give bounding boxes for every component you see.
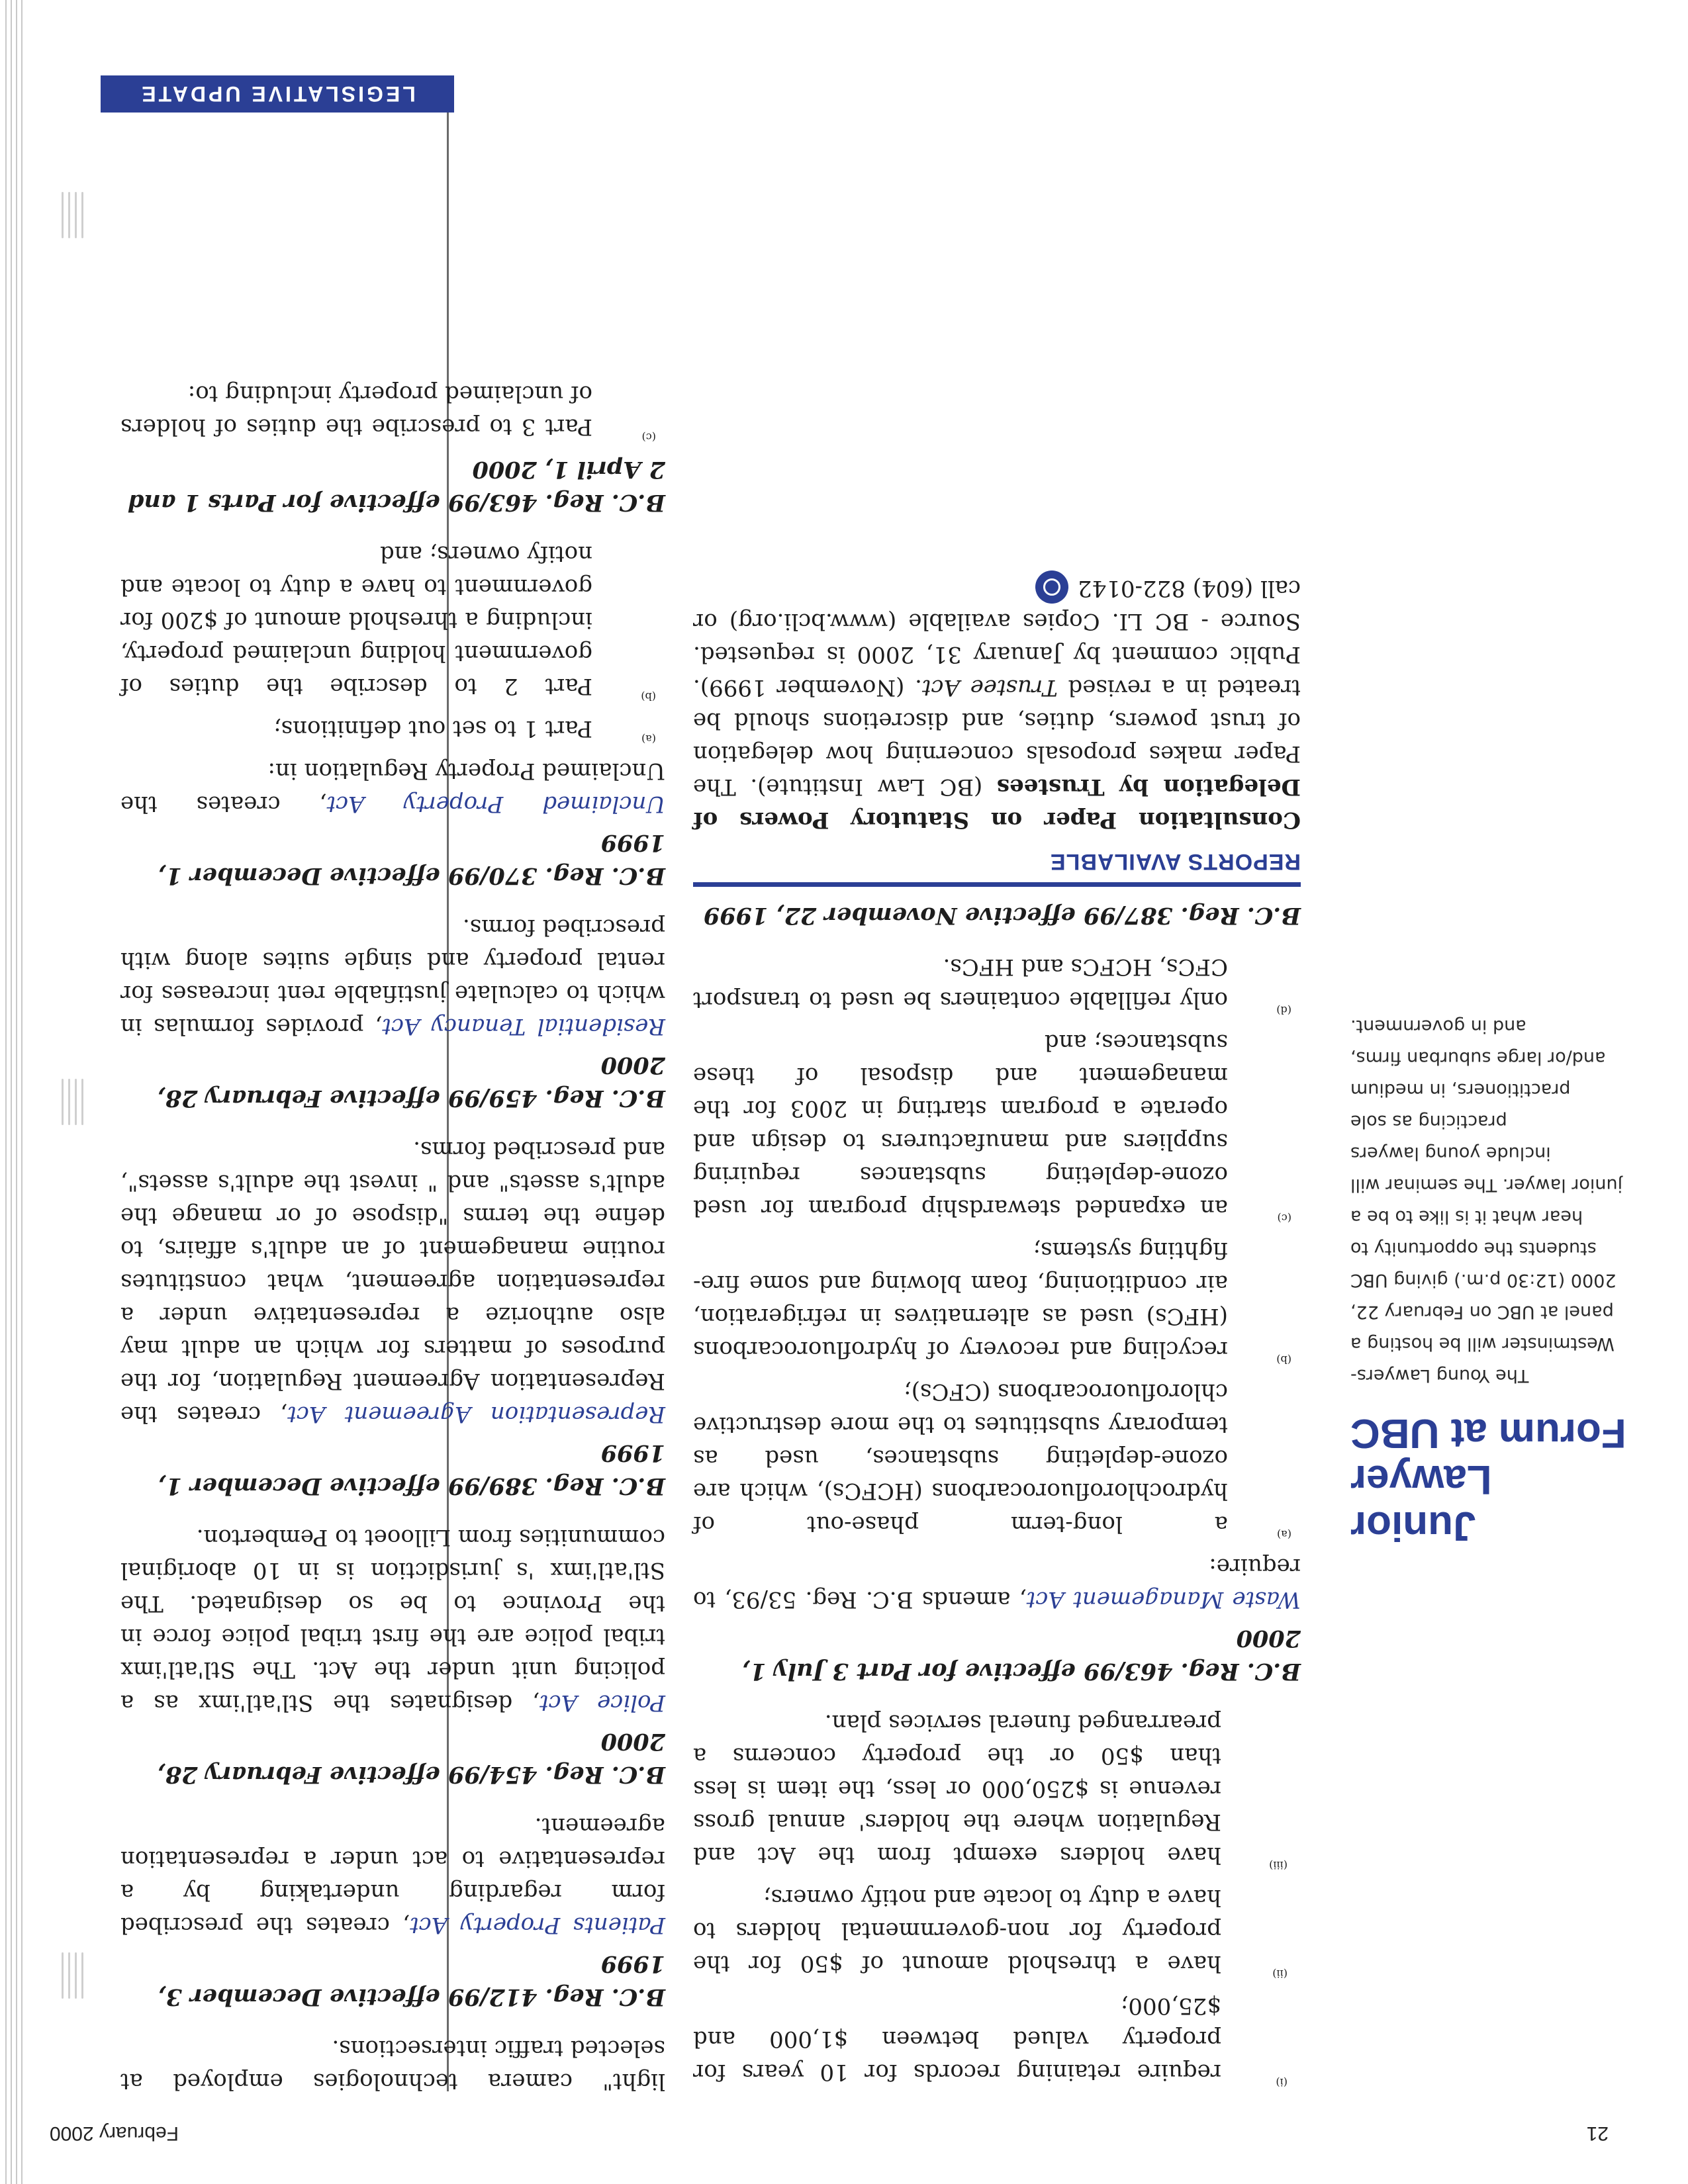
act-name: Waste Management Act (1026, 1586, 1301, 1613)
regulation-heading: B.C. Reg. 459/99 effective February 28, 2000 (157, 1052, 665, 1112)
act-entry: Unclaimed Property Act, creates the Unclaimed Property Regulation in: (120, 758, 665, 817)
act-name: Representation Agreement Act (287, 1401, 665, 1428)
list-item: (d) only refillable containers be used to transport CFCs, HCFCs and HFCs. (693, 954, 1291, 1017)
regulation-heading: B.C. Reg. 412/99 effective December 3, 1999 (158, 1950, 665, 2011)
act-entry: Patients Property Act, creates the prescribed form regarding undertaking by a representative to act under a representation agreement. (120, 1813, 665, 1938)
page-number: 21 (1586, 2122, 1609, 2144)
list-item: (ii) have a threshold amount of $50 for the property for non-governmental holders to have a duty to locate and notify owners; (693, 1884, 1288, 1980)
list-item: (c) an expanded stewardship program for used ozone-depleting substances requiring suppliers and manufacturers to design and operate a program starting in 2003 for the management and disposal of these substances; and (693, 1029, 1291, 1224)
act-name: Residential Tenancy Act (382, 1013, 665, 1040)
regulation-heading: B.C. Reg. 387/99 effective November 22, 1999 (703, 902, 1301, 929)
list-item: (b) Part 2 to describe the duties of government holding unclaimed property, including a threshold amount of $200 for government to have a duty to locate and notify owners; and (120, 541, 656, 703)
punch-hole-mark (50, 1952, 83, 1999)
regulation-heading: B.C. Reg. 454/99 effective February 28, 2000 (157, 1728, 665, 1788)
sidebar-text: The Young Lawyers-Westminster will be hosting a panel at UBC on February 22, 2000 (12:30 p.m.) giving UBC students the opportunity to hear what it is like to be a junior lawyer. The seminar will include young lawyers practicing as sole practitioners, in medium and/or large suburban firms, and in government. (1350, 1016, 1623, 1386)
list-item: (b) recycling and recovery of hydrofluorocarbons (HFCs) used as alternatives in refrigeration, air conditioning, foam blowing and some fire-fighting systems; (693, 1237, 1291, 1366)
act-name: Patients Property Act (410, 1912, 665, 1938)
list-item: (a) Part 1 to set out definitions; (273, 715, 656, 745)
sidebar-column (1350, 1010, 1628, 1549)
list-item: (a) a long-term phase-out of hydrochlorofluorocarbons (HCFCs), which are ozone-depleting substances, used as temporary substitutes to the more destructive chlorofluorocarbons (CFCs); (693, 1379, 1291, 1541)
punch-hole-mark (50, 1079, 83, 1125)
consultation-paper-entry: Consultation Paper on Statutory Powers of Delegation by Trustees (BC Law Institute). The Paper makes proposals concerning how delegation of trust powers, duties, and discretions should be treated in a revised Trustee Act. (November 1999). Public comment by January 31, 2000 is requested. Source - BC LI. Copies available (www.bcli.org) or call (604) 822-0142 (693, 570, 1301, 837)
regulation-heading: B.C. Reg. 389/99 effective December 1, 1999 (158, 1439, 665, 1500)
issue-date: February 2000 (49, 2122, 179, 2144)
list-item: (i) require retaining records for 10 years for property valued between $1,000 and $25,000; (693, 1993, 1288, 2089)
act-entry: Police Act, designates the Stl'atl'imx as a policing unit under the Act. The Stl'atl'imx tribal police are the first tribal police force in the Province to be so designated. The Stl'atl'imx 's jurisdiction is in 10 aboriginal communities from Lillooet to Pemberton. (120, 1524, 665, 1716)
list-item: (c) Part 3 to prescribe the duties of holders of unclaimed property including to: (120, 381, 656, 443)
section-divider (693, 882, 1301, 887)
punch-hole-mark (50, 192, 83, 238)
list-item: (iii) have holders exempt from the Act and Regulation where the holders' annual gross revenue is $250,000 or less, the item is less than $50 or the property concerns a prearranged funeral services plan. (693, 1709, 1288, 1872)
regulation-heading: B.C. Reg. 370/99 effective December 1, 1999 (158, 829, 665, 889)
regulation-heading: B.C. Reg. 463/99 effective for Part 3 July 1, 2000 (741, 1625, 1301, 1685)
middle-column (693, 570, 1301, 2098)
reports-available-heading: REPORTS AVAILABLE (1049, 849, 1301, 874)
section-ribbon: LEGISLATIVE UPDATE (101, 75, 454, 113)
act-entry: Representation Agreement Act, creates the Representation Agreement Regulation, for the purposes of matters for which an adult may also authorize a representative under a representation agreement, what constitutes routine management of an adult's affairs, to define the terms "dispose of or manage the adult's assets" and " invest the adult's assets", and prescribed forms. (120, 1136, 665, 1428)
end-of-article-icon (1035, 570, 1068, 604)
left-text-column (120, 368, 665, 2098)
regulation-heading: B.C. Reg. 463/99 effective for Parts 1 and 2 April 1, 2000 (127, 456, 665, 516)
sidebar-title: Junior Lawyer Forum at UBC (1350, 1410, 1626, 1549)
act-entry: Residential Tenancy Act, provides formulas in which to calculate justifiable rent increases for rental property and single suites along with prescribed forms. (120, 914, 665, 1040)
act-name: Police Act (539, 1690, 665, 1716)
continuation-text: light" camera technologies employed at selected traffic intersections. (120, 2035, 665, 2095)
act-name: Unclaimed Property Act (326, 791, 665, 817)
waste-management-entry: Waste Management Act, amends B.C. Reg. 53/93, to require: (693, 1553, 1301, 1613)
